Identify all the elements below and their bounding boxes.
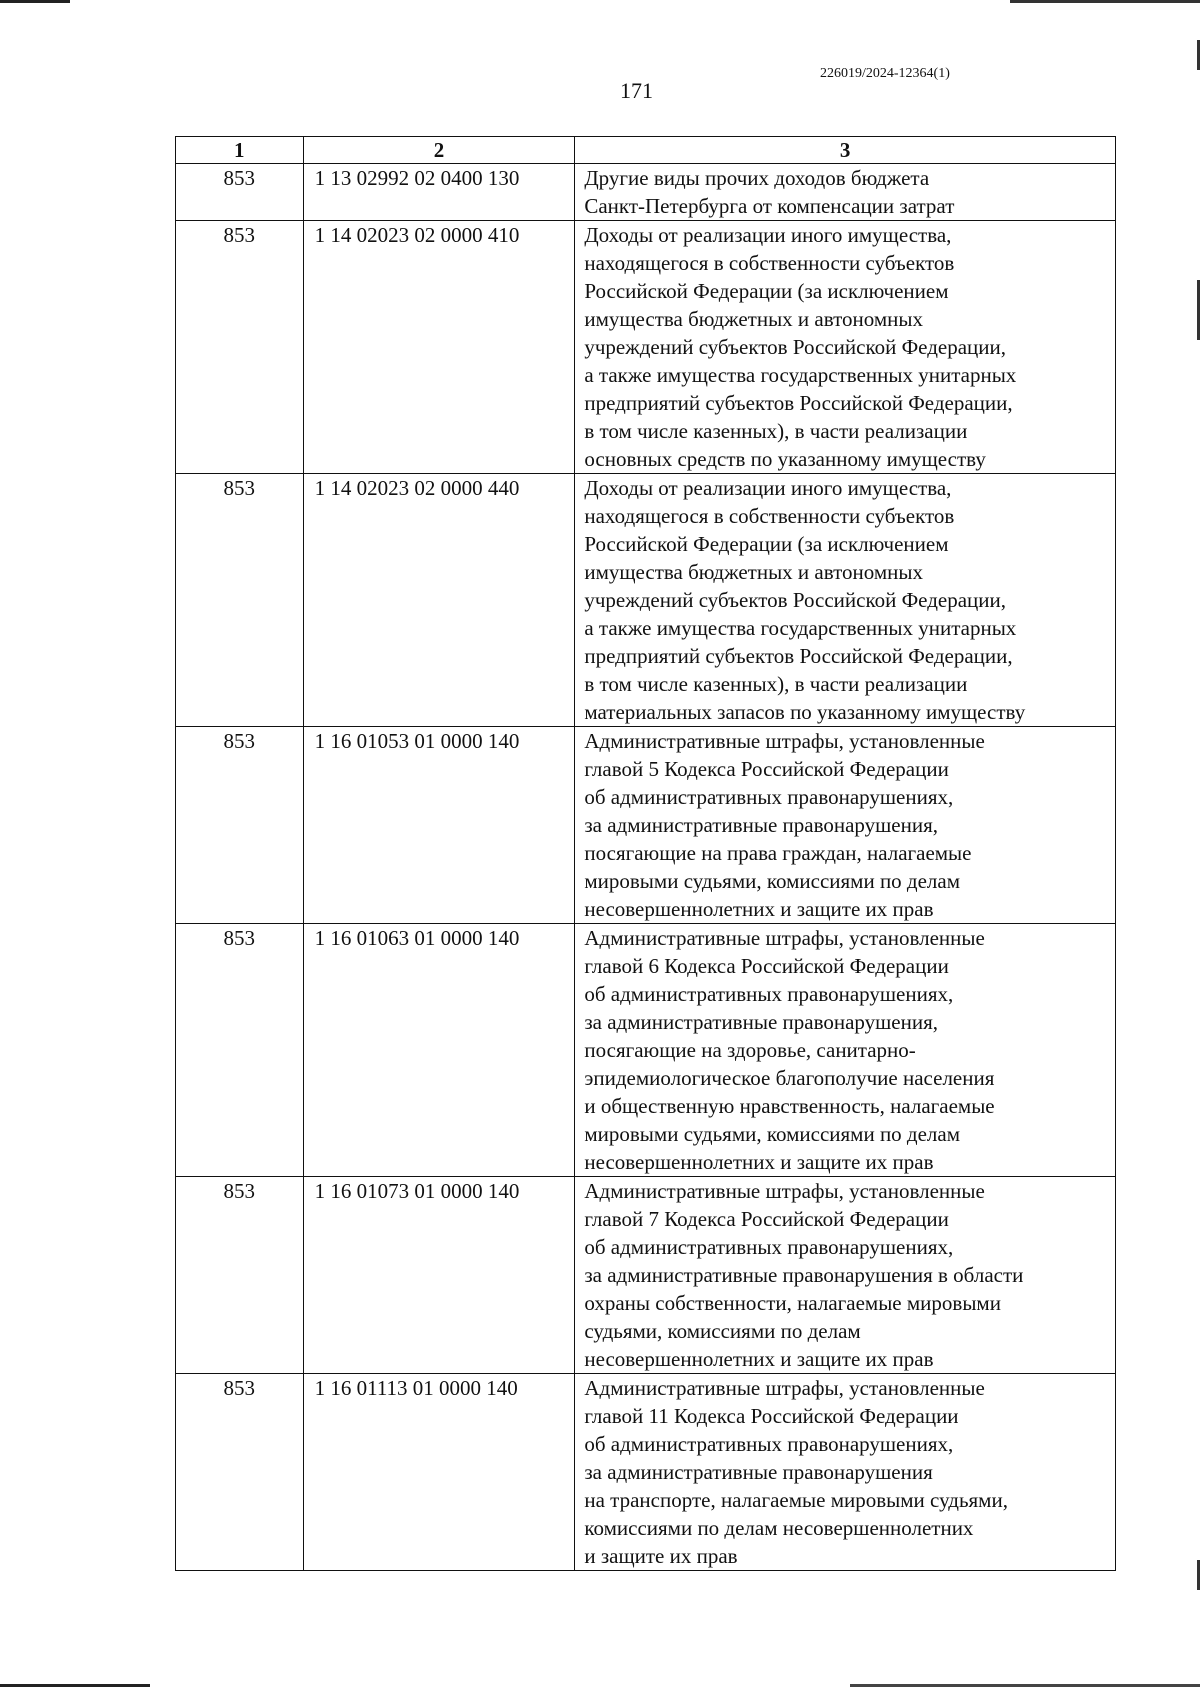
document-number: 226019/2024-12364(1) xyxy=(820,66,950,81)
description-line: несовершеннолетних и защите их прав xyxy=(584,1150,934,1174)
description-line: находящегося в собственности субъектов xyxy=(584,251,955,275)
description-line: Доходы от реализации иного имущества, xyxy=(584,223,952,247)
description-line: за административные правонарушения в области xyxy=(584,1263,1024,1287)
table-row xyxy=(176,1177,1116,1374)
description-line: судьями, комиссиями по делам xyxy=(584,1319,861,1343)
kbk-code-cell: 1 16 01053 01 0000 140 xyxy=(303,727,575,924)
description-line: в том числе казенных), в части реализации xyxy=(584,672,968,696)
kbk-code-cell: 1 13 02992 02 0400 130 xyxy=(303,164,575,221)
admin-code-cell: 853 xyxy=(176,221,304,474)
description-line: имущества бюджетных и автономных xyxy=(584,307,924,331)
description-line: учреждений субъектов Российской Федерации, xyxy=(584,588,1006,612)
column-header-3: 3 xyxy=(575,137,1116,164)
description-line: за административные правонарушения, xyxy=(584,1010,939,1034)
admin-code-cell: 853 xyxy=(176,1374,304,1571)
description-line: несовершеннолетних и защите их прав xyxy=(584,897,934,921)
description-line: Другие виды прочих доходов бюджета xyxy=(584,166,930,190)
table-row xyxy=(176,164,1116,221)
kbk-code-cell: 1 16 01113 01 0000 140 xyxy=(303,1374,575,1571)
description-line: Доходы от реализации иного имущества, xyxy=(584,476,952,500)
description-line: мировыми судьями, комиссиями по делам xyxy=(584,1122,961,1146)
description-line: предприятий субъектов Российской Федерации, xyxy=(584,391,1013,415)
description-line: главой 5 Кодекса Российской Федерации xyxy=(584,757,949,781)
description-line: и защите их прав xyxy=(584,1544,738,1568)
description-line: об административных правонарушениях, xyxy=(584,982,954,1006)
admin-code-cell: 853 xyxy=(176,164,304,221)
kbk-code-cell: 1 16 01063 01 0000 140 xyxy=(303,924,575,1177)
page-number: 171 xyxy=(620,78,653,103)
description-line: а также имущества государственных унитарных xyxy=(584,616,1017,640)
description-line: об административных правонарушениях, xyxy=(584,1235,954,1259)
description-cell xyxy=(575,1374,1116,1571)
description-cell xyxy=(575,924,1116,1177)
admin-code-cell: 853 xyxy=(176,474,304,727)
kbk-code-cell: 1 14 02023 02 0000 410 xyxy=(303,221,575,474)
table-row xyxy=(176,924,1116,1177)
description-line: Российской Федерации (за исключением xyxy=(584,279,949,303)
description-line: охраны собственности, налагаемые мировыми xyxy=(584,1291,1001,1315)
description-line: предприятий субъектов Российской Федерации, xyxy=(584,644,1013,668)
description-line: Административные штрафы, установленные xyxy=(584,1179,985,1203)
description-line: за административные правонарушения xyxy=(584,1460,933,1484)
table-row xyxy=(176,474,1116,727)
description-line: материальных запасов по указанному имуществу xyxy=(584,700,1026,724)
description-line: главой 11 Кодекса Российской Федерации xyxy=(584,1404,959,1428)
admin-code-cell: 853 xyxy=(176,1177,304,1374)
table-row xyxy=(176,221,1116,474)
description-line: Российской Федерации (за исключением xyxy=(584,532,949,556)
description-line: Административные штрафы, установленные xyxy=(584,926,985,950)
admin-code-cell: 853 xyxy=(176,924,304,1177)
table-row xyxy=(176,1374,1116,1571)
description-line: мировыми судьями, комиссиями по делам xyxy=(584,869,961,893)
description-cell xyxy=(575,221,1116,474)
description-line: посягающие на права граждан, налагаемые xyxy=(584,841,972,865)
description-line: на транспорте, налагаемые мировыми судьями, xyxy=(584,1488,1008,1512)
revenue-codes-table xyxy=(175,136,1116,1571)
table-body xyxy=(176,164,1116,1571)
column-header-2: 2 xyxy=(303,137,575,164)
description-line: главой 7 Кодекса Российской Федерации xyxy=(584,1207,949,1231)
description-line: главой 6 Кодекса Российской Федерации xyxy=(584,954,949,978)
table-header-row xyxy=(176,137,1116,164)
description-line: об административных правонарушениях, xyxy=(584,1432,954,1456)
description-line: основных средств по указанному имуществу xyxy=(584,447,986,471)
description-line: об административных правонарушениях, xyxy=(584,785,954,809)
description-cell xyxy=(575,1177,1116,1374)
description-line: имущества бюджетных и автономных xyxy=(584,560,924,584)
scan-edge-bottom xyxy=(0,1684,1200,1687)
description-line: Административные штрафы, установленные xyxy=(584,729,985,753)
table-row xyxy=(176,727,1116,924)
description-line: комиссиями по делам несовершеннолетних xyxy=(584,1516,974,1540)
description-line: учреждений субъектов Российской Федерации, xyxy=(584,335,1006,359)
description-cell xyxy=(575,474,1116,727)
column-header-1: 1 xyxy=(176,137,304,164)
description-line: и общественную нравственность, налагаемые xyxy=(584,1094,995,1118)
description-line: в том числе казенных), в части реализации xyxy=(584,419,968,443)
description-line: эпидемиологическое благополучие населения xyxy=(584,1066,995,1090)
description-line: а также имущества государственных унитарных xyxy=(584,363,1017,387)
admin-code-cell: 853 xyxy=(176,727,304,924)
description-line: Санкт-Петербурга от компенсации затрат xyxy=(584,194,955,218)
description-line: за административные правонарушения, xyxy=(584,813,939,837)
description-cell xyxy=(575,164,1116,221)
kbk-code-cell: 1 16 01073 01 0000 140 xyxy=(303,1177,575,1374)
scan-edge-top xyxy=(0,0,1200,3)
kbk-code-cell: 1 14 02023 02 0000 440 xyxy=(303,474,575,727)
description-cell xyxy=(575,727,1116,924)
description-line: посягающие на здоровье, санитарно- xyxy=(584,1038,916,1062)
description-line: находящегося в собственности субъектов xyxy=(584,504,955,528)
description-line: Административные штрафы, установленные xyxy=(584,1376,985,1400)
description-line: несовершеннолетних и защите их прав xyxy=(584,1347,934,1371)
